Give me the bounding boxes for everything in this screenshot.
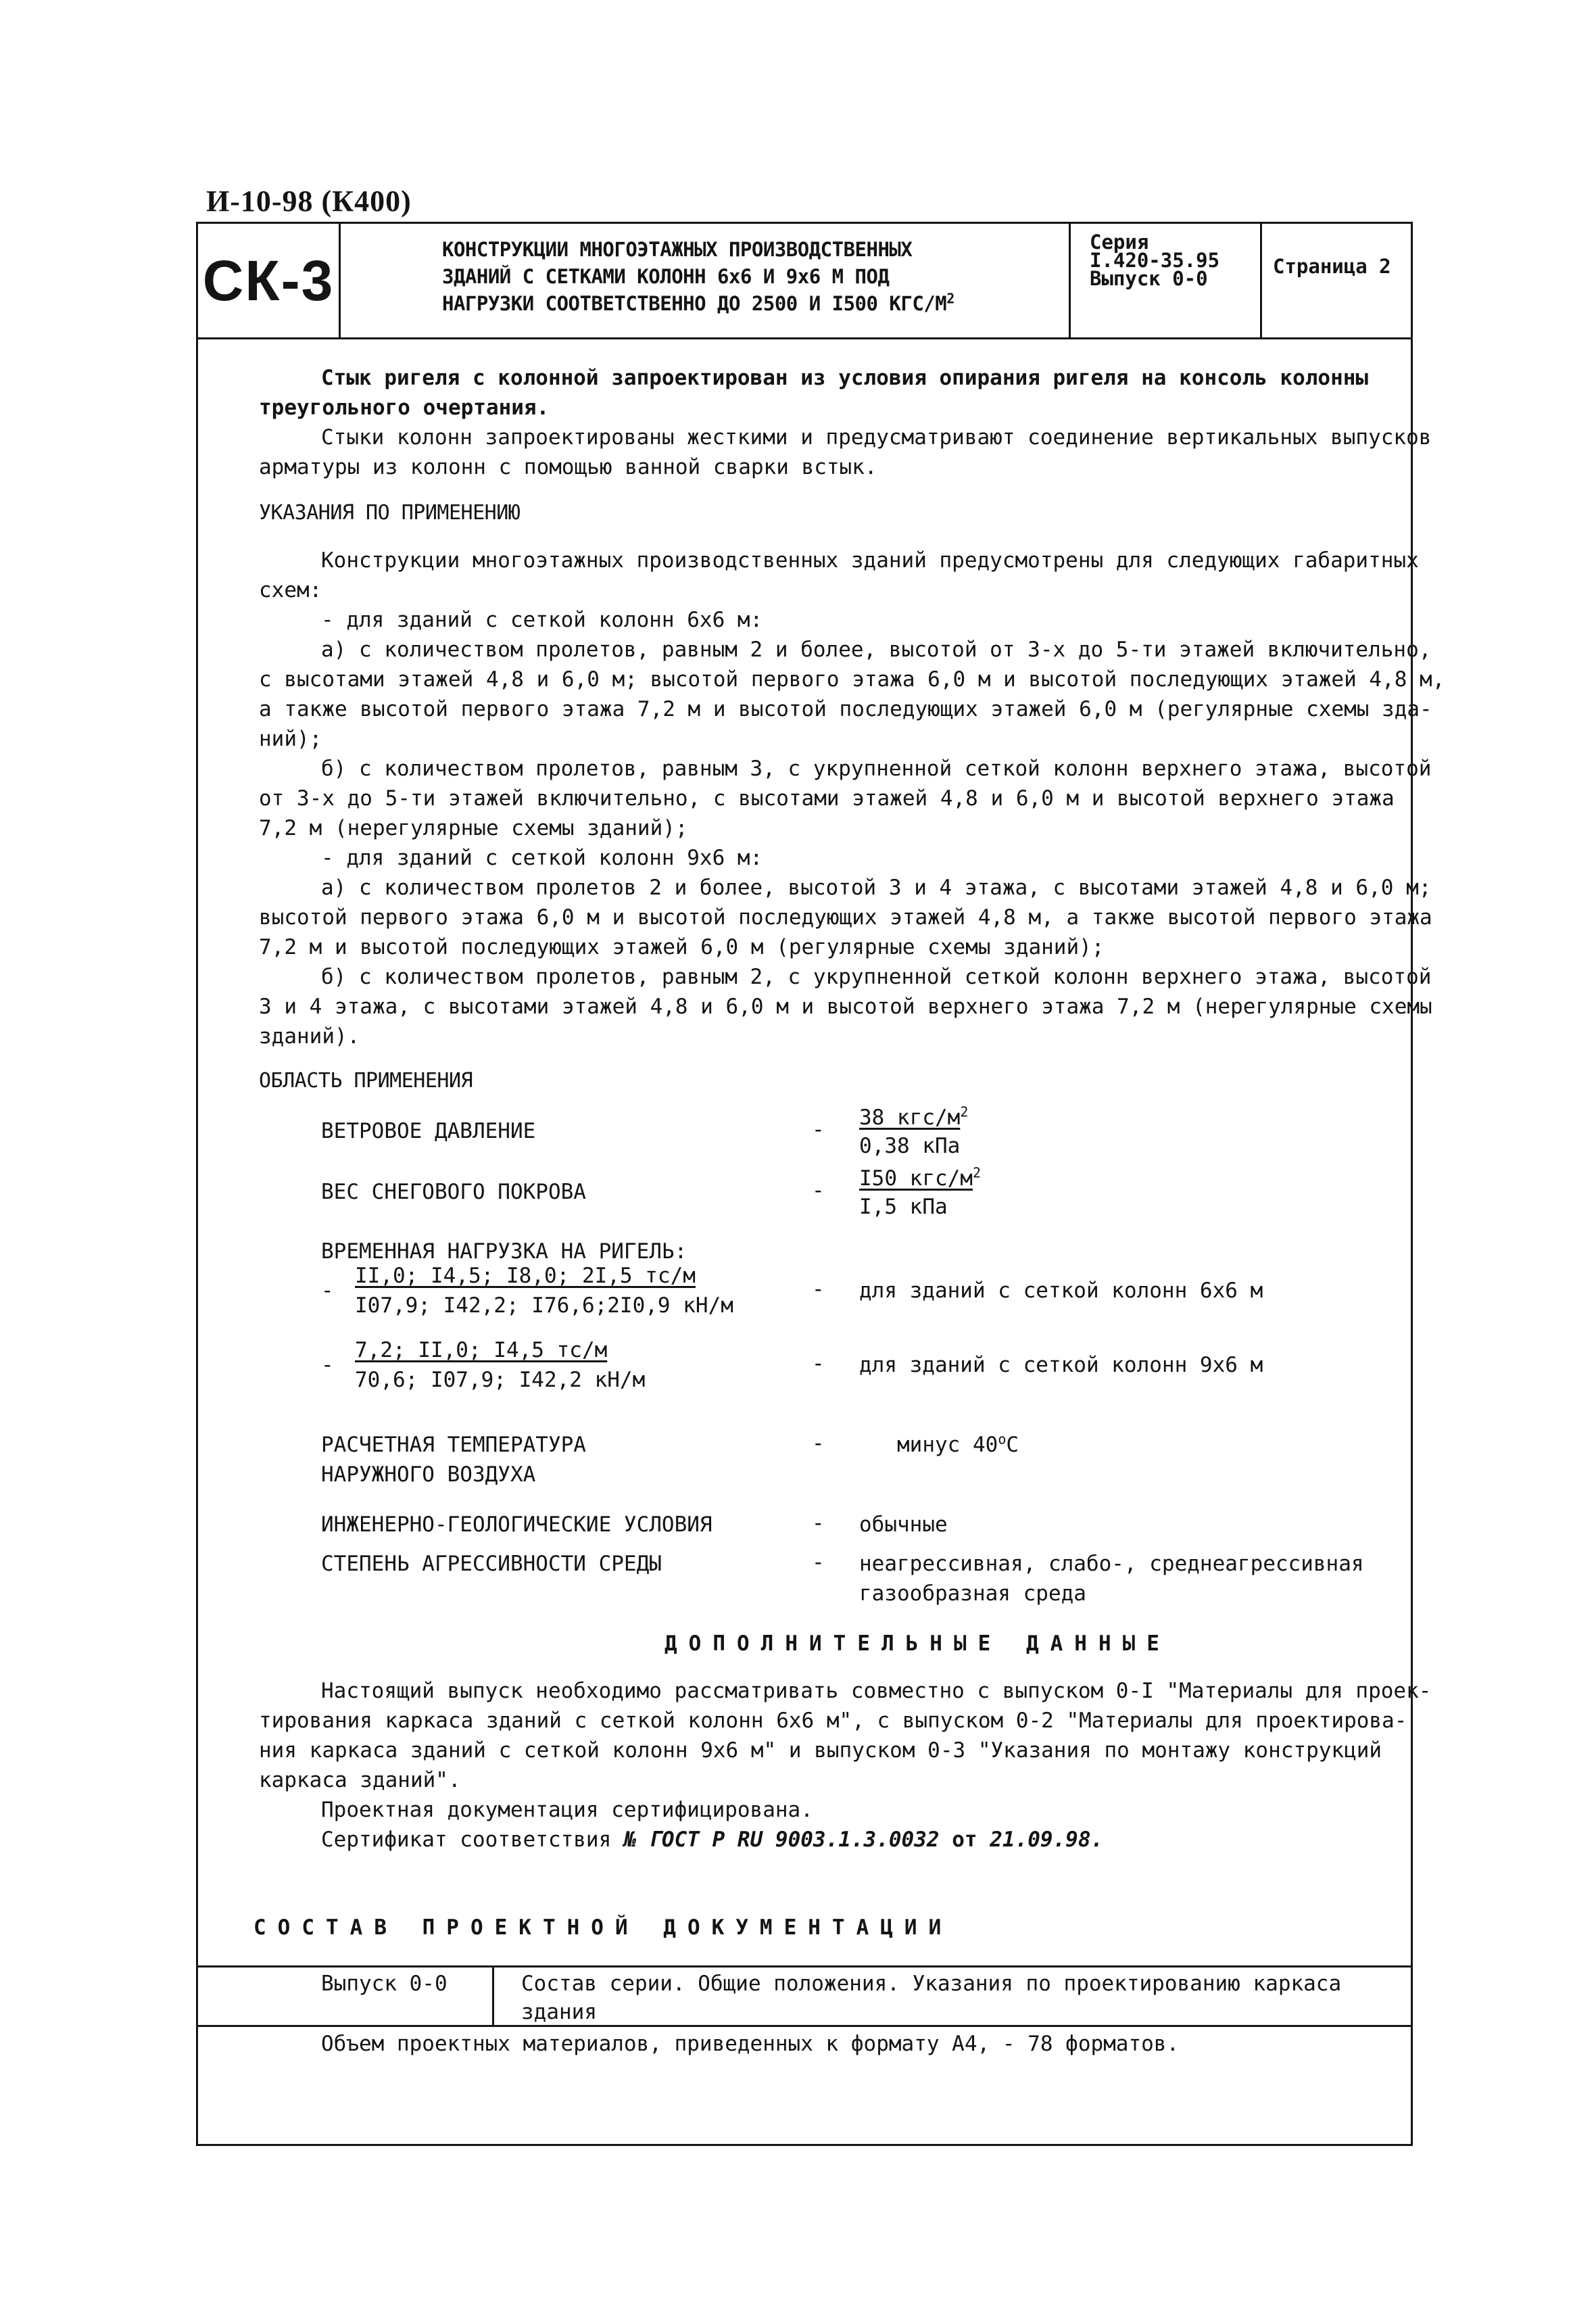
series-label: Серия [1090,231,1149,254]
table-divider [492,1967,494,2025]
geo-label: ИНЖЕНЕРНО-ГЕОЛОГИЧЕСКИЕ УСЛОВИЯ [321,1512,712,1537]
additional-line: Проектная документация сертифицирована. [321,1798,813,1822]
title-line: НАГРУЗКИ СООТВЕТСТВЕННО ДО 2500 И I500 КГС/$М^2$ [442,290,954,315]
wind-value: 38 кгс/$м^2$ [859,1103,969,1130]
usage-line: 7,2 м и высотой последующих этажей 6,0 м (регулярные схемы зданий); [259,935,1105,959]
additional-line: каркаса зданий". [259,1768,461,1792]
series-number: I.420-35.95 [1090,249,1220,272]
wind-label: ВЕТРОВОЕ ДАВЛЕНИЕ [321,1119,536,1143]
dash: - [812,1511,825,1535]
usage-line: 7,2 м (нерегулярные схемы зданий); [259,816,688,840]
intro-line: арматуры из колонн с помощью ванной сварки встык. [259,455,877,479]
temp-label: РАСЧЕТНАЯ ТЕМПЕРАТУРА [321,1433,586,1457]
usage-line: а) с количеством пролетов, равным 2 и более, высотой от 3-х до 5-ти этажей включительно, [321,638,1432,662]
document-frame [196,222,1445,2146]
load-9x6-tonnes: 7,2; II,0; I4,5 тс/м [355,1338,608,1362]
snow-value: I50 кгс/$м^2$ [859,1164,982,1191]
logo-text: СК-3 [202,248,335,312]
composition-table [198,1965,1411,2027]
intro-line: треугольного очертания. [259,396,550,420]
usage-line: 3 и 4 этажа, с высотами этажей 4,8 и 6,0 м и высотой верхнего этажа 7,2 м (нерегулярные схемы [259,995,1432,1019]
wind-value-si: 0,38 кПа [859,1134,961,1158]
aggr-value: неагрессивная, слабо-, среднеагрессивная [859,1552,1364,1576]
dash: - [812,1118,825,1142]
usage-line: а также высотой первого этажа 7,2 м и высотой последующих этажей 6,0 м (регулярные схемы зда- [259,697,1432,721]
dash: - [812,1277,825,1302]
usage-line: от 3-х до 5-ти этажей включительно, с высотами этажей 4,8 и 6,0 м и высотой верхнего этажа [259,786,1395,811]
usage-line: Конструкции многоэтажных производственных зданий предусмотрены для следующих габаритных [321,548,1419,573]
temp-label: НАРУЖНОГО ВОЗДУХА [321,1462,536,1487]
title-line: КОНСТРУКЦИИ МНОГОЭТАЖНЫХ ПРОИЗВОДСТВЕННЫХ [442,238,913,261]
intro-line: Стык ригеля с колонной запроектирован из условия опирания ригеля на консоль колонны [321,366,1369,390]
aggr-label: СТЕПЕНЬ АГРЕССИВНОСТИ СРЕДЫ [321,1552,662,1576]
usage-heading: УКАЗАНИЯ ПО ПРИМЕНЕНИЮ [259,501,521,525]
intro-line: Стыки колонн запроектированы жесткими и предусматривают соединение вертикальных выпусков [321,425,1432,450]
usage-line: - для зданий с сеткой колонн 6х6 м: [321,608,763,632]
additional-heading: ДОПОЛНИТЕЛЬНЫЕ ДАННЫЕ [664,1631,1171,1656]
dash: - [812,1352,825,1376]
additional-line: тирования каркаса зданий с сеткой колонн 6х6 м", с выпуском 0-2 "Материалы для проектирова- [259,1709,1407,1733]
usage-line: зданий). [259,1024,360,1049]
usage-line: а) с количеством пролетов 2 и более, высотой 3 и 4 этажа, с высотами этажей 4,8 и 6,0 м; [321,876,1432,900]
composition-desc: Состав серии. Общие положения. Указания по проектированию каркаса [521,1972,1342,1996]
series-info [1071,224,1262,337]
composition-desc: здания [521,2000,597,2024]
volume-line: Объем проектных материалов, приведенных к формату А4, - 78 форматов. [321,2032,1180,2056]
certificate-date: 21.09.98. [990,1828,1104,1852]
composition-issue: Выпуск 0-0 [321,1972,448,1996]
geo-value: обычные [859,1512,948,1537]
dash: - [812,1431,825,1456]
load-9x6-desc: для зданий с сеткой колонн 9х6 м [859,1353,1263,1377]
temp-value: минус $40^оС$ [897,1431,1019,1457]
usage-line: б) с количеством пролетов, равным 2, с укрупненной сеткой колонн верхнего этажа, высотой [321,965,1432,989]
title-line: ЗДАНИЙ С СЕТКАМИ КОЛОНН 6х6 И 9х6 М ПОД [442,265,890,288]
snow-label: ВЕС СНЕГОВОГО ПОКРОВА [321,1180,586,1204]
usage-line: - для зданий с сеткой колонн 9х6 м: [321,846,763,870]
usage-line: схем: [259,578,322,602]
title-block [198,224,1411,339]
issue-number: Выпуск 0-0 [1090,267,1208,290]
dash: - [321,1353,334,1377]
load-9x6-kn: 70,6; I07,9; I42,2 кН/м [355,1368,646,1392]
dash: - [321,1279,334,1303]
usage-line: высотой первого этажа 6,0 м и высотой последующих этажей 4,8 м, а также высотой первого этажа [259,905,1432,930]
snow-value-si: I,5 кПа [859,1195,948,1219]
load-6x6-tonnes: II,0; I4,5; I8,0; 2I,5 тс/м [355,1264,696,1288]
dash: - [812,1550,825,1575]
load-6x6-desc: для зданий с сеткой колонн 6х6 м [859,1279,1263,1303]
page-number: Страница 2 [1273,255,1391,278]
additional-line: Настоящий выпуск необходимо рассматривать совместно с выпуском 0-I "Материалы для проек- [321,1679,1432,1703]
document-code: И-10-98 (К400) [206,185,412,218]
load-label: ВРЕМЕННАЯ НАГРУЗКА НА РИГЕЛЬ: [321,1239,687,1264]
usage-line: б) с количеством пролетов, равным 3, с укрупненной сеткой колонн верхнего этажа, высотой [321,757,1432,781]
dash: - [812,1178,825,1203]
certificate-line: Сертификат соответствия № ГОСТ Р RU 9003.1.3.0032 от 21.09.98. [321,1828,1104,1852]
scope-heading: ОБЛАСТЬ ПРИМЕНЕНИЯ [259,1069,473,1093]
composition-heading: СОСТАВ ПРОЕКТНОЙ ДОКУМЕНТАЦИИ [253,1915,953,1940]
additional-line: ния каркаса зданий с сеткой колонн 9х6 м" и выпуском 0-3 "Указания по монтажу конструкций [259,1738,1382,1763]
usage-line: ний); [259,727,322,751]
series-logo [198,224,341,337]
load-6x6-kn: I07,9; I42,2; I76,6;2I0,9 кН/м [355,1293,733,1318]
document-title [341,224,1071,337]
certificate-number: № ГОСТ Р RU 9003.1.3.0032 [623,1828,940,1852]
usage-line: с высотами этажей 4,8 и 6,0 м; высотой первого этажа 6,0 м и высотой последующих этажей 4,8 м, [259,667,1445,692]
aggr-value: газообразная среда [859,1581,1086,1606]
